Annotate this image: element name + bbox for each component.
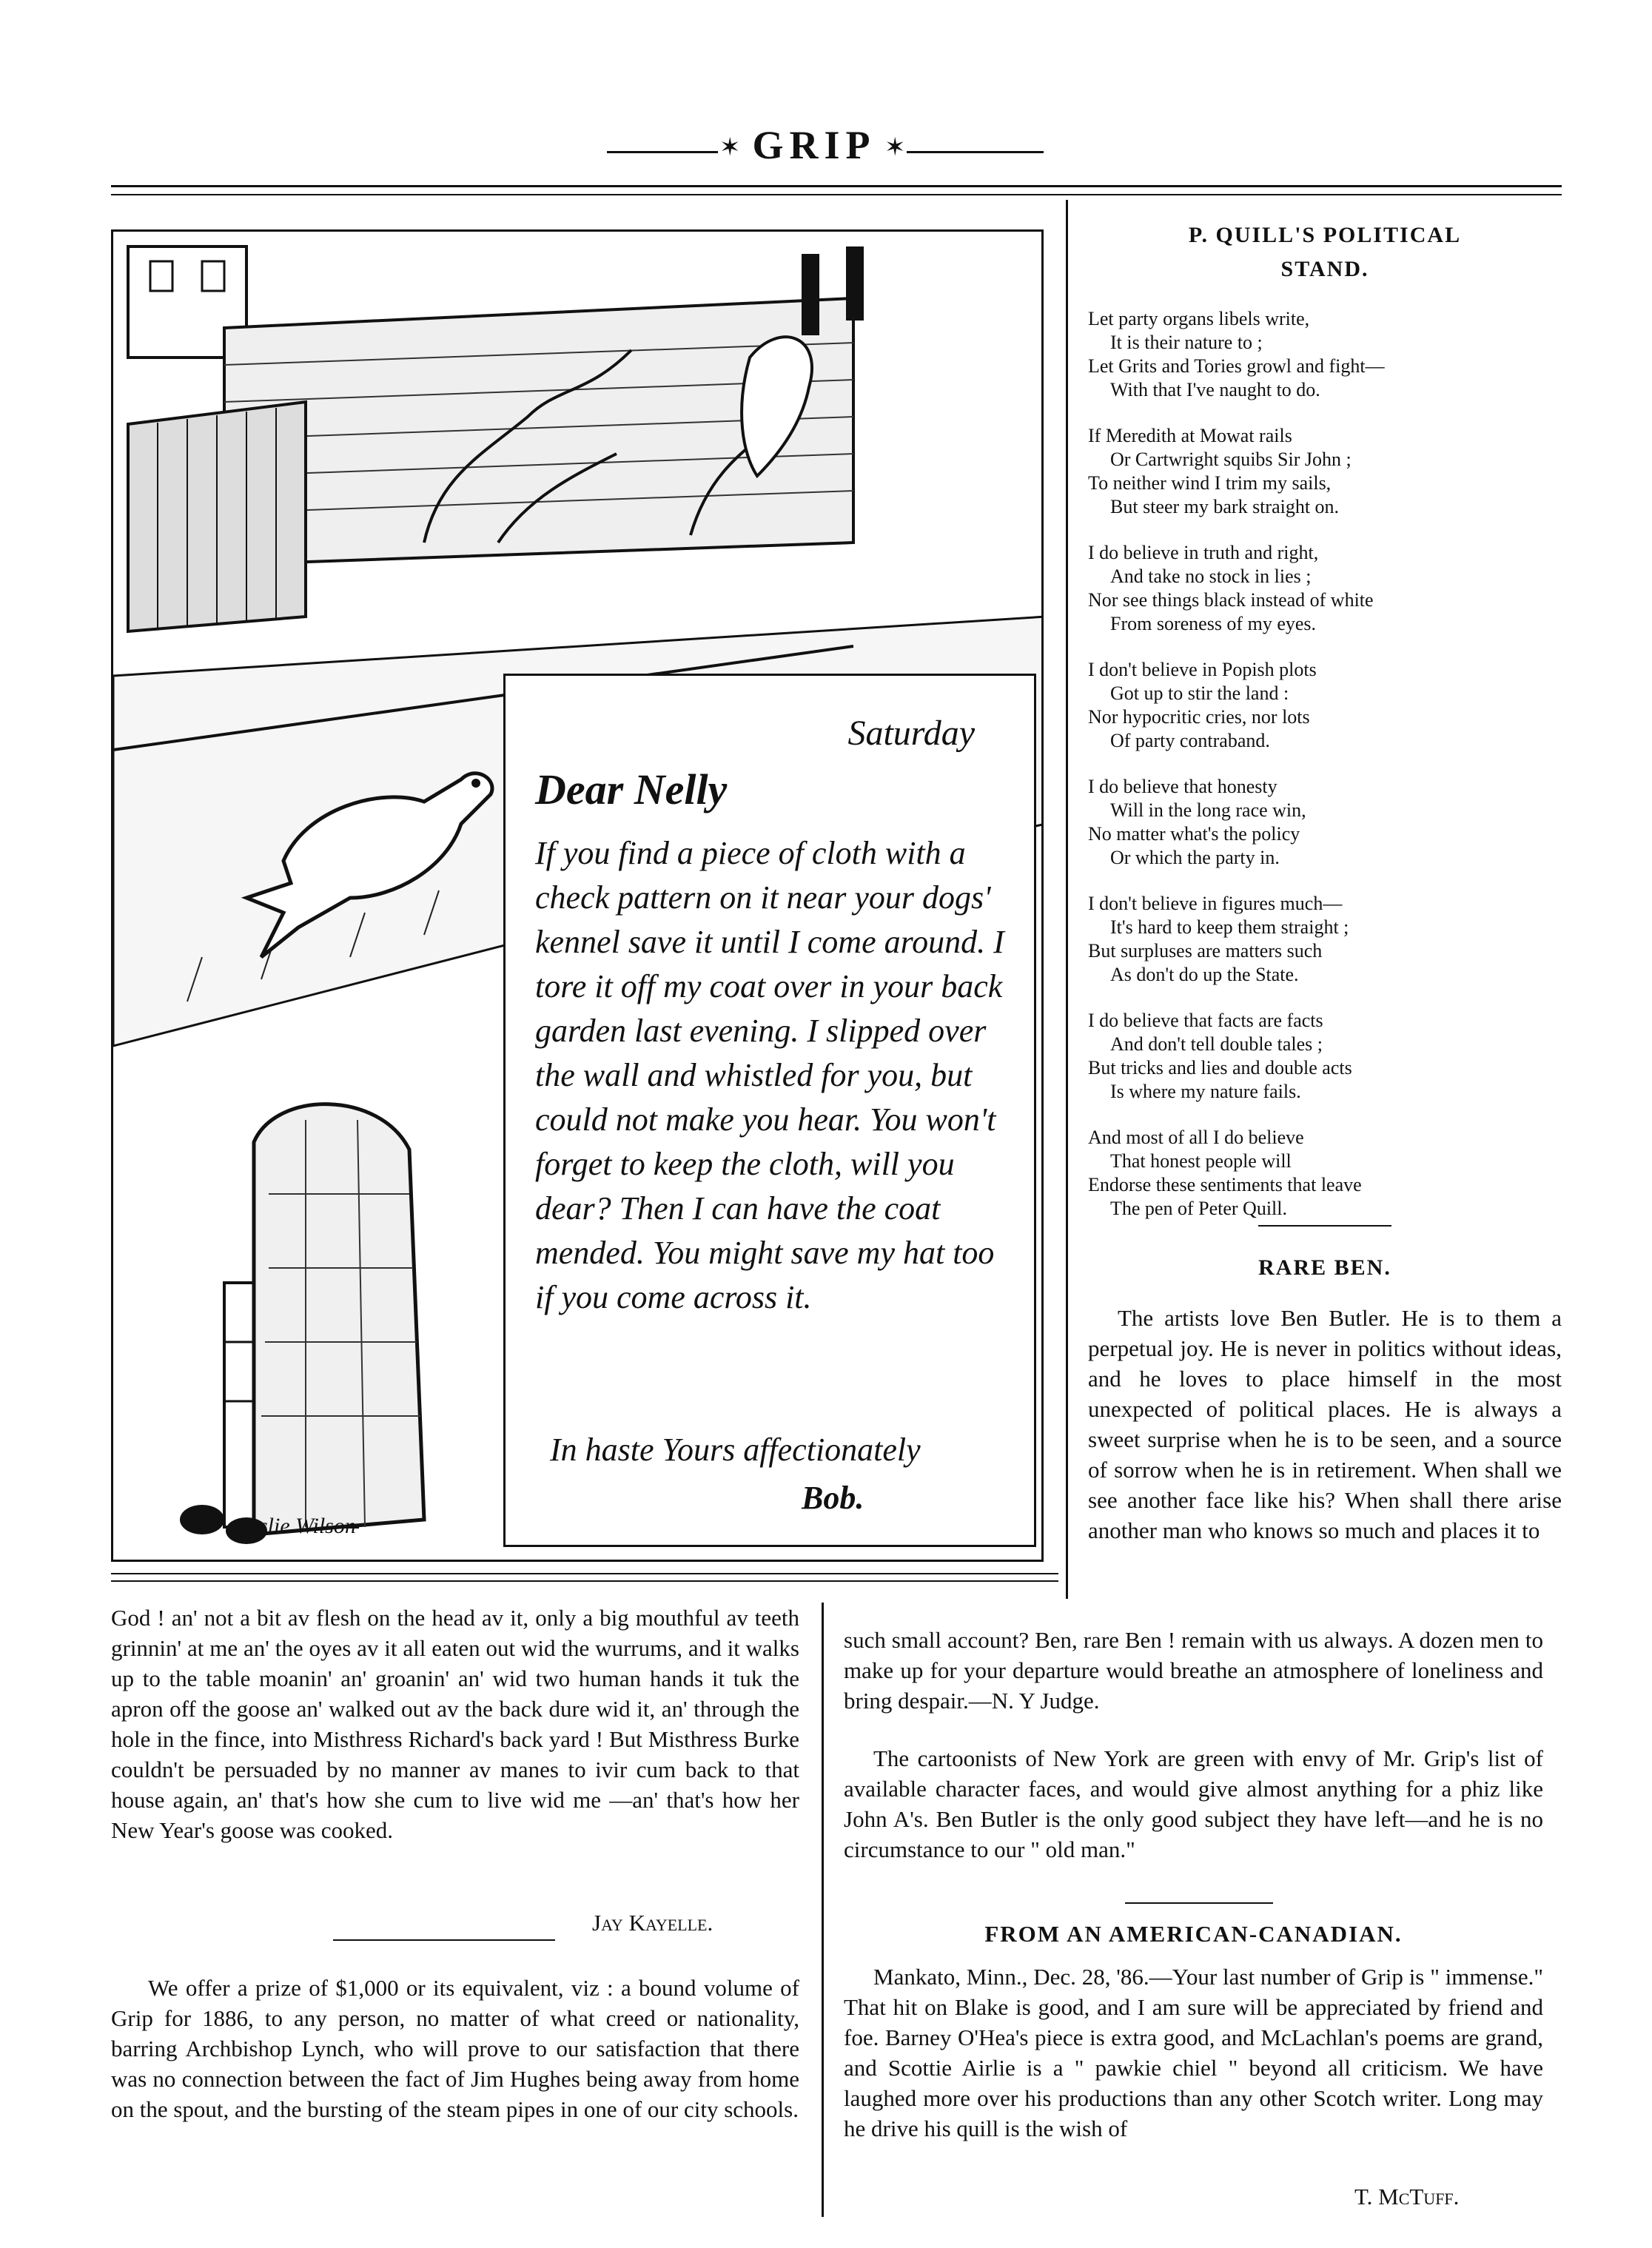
poem-line: I don't believe in Popish plots [1088,659,1317,680]
poem-line: Of party contraband. [1110,730,1270,751]
poem-line: Will in the long race win, [1110,799,1306,821]
poem-line: I do believe that facts are facts [1088,1010,1323,1031]
poem-line: But surpluses are matters such [1088,940,1323,962]
masthead-star-right-icon: ✶ [884,132,906,162]
poem-title-line2: STAND. [1280,257,1369,281]
poem-line: If Meredith at Mowat rails [1088,425,1292,446]
poem-stanza [1088,775,1562,870]
ben-continued-text: such small account? Ben, rare Ben ! remain with us always. A dozen men to make up for your departure would breathe an atmosphere of loneliness and bring despair.—N. Y Judge. [844,1627,1543,1714]
poem-line: It's hard to keep them straight ; [1110,916,1349,938]
poem-line: No matter what's the policy [1088,823,1300,845]
poem-body [1088,307,1562,1243]
masthead-rule-right [907,151,1044,153]
artist-signature: Leslie Wilson [237,1514,356,1538]
american-author: T. McTuff. [1354,2184,1460,2210]
column-divider-upper [1066,200,1068,1599]
poem-line: From soreness of my eyes. [1110,613,1317,634]
header-rule-bottom [111,194,1562,195]
story-text: God ! an' not a bit av flesh on the head av it, only a big mouthful av teeth grinnin' at me an' the oyes av it all eaten out wid the wurrums, and it walks up to the table moanin' an' groanin' an' wid two human hands it tuk the apron off the goose an' walked out av the back dure wid it, an' through the hole in the fince, into Misthress Richard's back yard ! But Misthress Burke couldn't be persuaded by no manner av manes to ivir cum back to that house again, an' that's how she cum to live wid me —an' that's how her New Year's goose was cooked. [111,1605,799,1843]
letter-closing: In haste Yours affectionately [550,1432,921,1468]
cartoonists-text: The cartoonists of New York are green with envy of Mr. Grip's list of available character faces, and would give almost anything for a phiz like John A's. Ben Butler is the only good subject they have left—and he is no circumstance to our " old man." [844,1745,1543,1862]
masthead-rule-left [607,151,718,153]
poem-stanza [1088,307,1562,402]
poem-line: Let Grits and Tories growl and fight— [1088,355,1385,377]
letter-day: Saturday [847,714,975,753]
poem-line: Endorse these sentiments that leave [1088,1174,1362,1195]
rare-ben-text: The artists love Ben Butler. He is to them a perpetual joy. He is never in politics without ideas, and he loves to place himself in the most unexpected of political places. He is always a sweet surprise when he is to be seen, and a source of sorrow when he is in retirement. When shall we see another face like his? When shall there arise another man who knows so much and places it to [1088,1305,1562,1543]
poem-stanza [1088,541,1562,636]
poem-line: It is their nature to ; [1110,332,1263,353]
poem-line: Nor hypocritic cries, nor lots [1088,706,1310,728]
poem-line: Or which the party in. [1110,847,1280,868]
poem-line: Or Cartwright squibs Sir John ; [1110,449,1352,470]
american-title: FROM AN AMERICAN-CANADIAN. [984,1921,1403,1947]
poem-title-line1: P. QUILL'S POLITICAL [1188,223,1462,247]
masthead [0,122,1652,181]
poem-line: I do believe that honesty [1088,776,1277,797]
poem-stanza [1088,892,1562,987]
poem-line: Is where my nature fails. [1110,1081,1301,1102]
column-divider-lower [822,1603,824,2217]
masthead-star-left-icon: ✶ [719,132,741,162]
section-rule [1258,1225,1391,1227]
masthead-title: GRIP [752,123,876,167]
letter-salutation: Dear Nelly [535,765,728,813]
poem-line: And take no stock in lies ; [1110,566,1312,587]
poem-line: But steer my bark straight on. [1110,496,1340,517]
prize-text: We offer a prize of $1,000 or its equivalent, viz : a bound volume of Grip for 1886, to any person, no matter of what creed or nationality, barring Archbishop Lynch, who will prove to our satisfaction that there was no connection between the fact of Jim Hughes being away from home on the spout, and the bursting of the steam pipes in one of our city schools. [111,1975,799,2122]
poem-section [1088,218,1562,286]
poem-line: Let party organs libels write, [1088,308,1310,329]
poem-line: As don't do up the State. [1110,964,1299,985]
letter-panel [503,674,1036,1547]
poem-stanza [1088,424,1562,519]
poem-line: I do believe in truth and right, [1088,542,1319,563]
letter-signature: Bob. [802,1480,864,1516]
letter-body: If you find a piece of cloth with a check pattern on it near your dogs' kennel save it until I come around. I tore it off my coat over in your back garden last evening. I slipped over the wall and whistled for you, but could not make you hear. You won't forget to keep the cloth, will you dear? Then I can have the coat mended. You might save my hat too if you come across it. [535,835,1004,1315]
poem-line: With that I've naught to do. [1110,379,1320,400]
poem-line: That honest people will [1110,1150,1292,1172]
header-rule-top [111,185,1562,187]
poem-line: Got up to stir the land : [1110,682,1289,704]
poem-line: To neither wind I trim my sails, [1088,472,1332,494]
poem-stanza [1088,1126,1562,1221]
poem-line: I don't believe in figures much— [1088,893,1343,914]
poem-line: And don't tell double tales ; [1110,1033,1323,1055]
poem-stanza [1088,658,1562,753]
section-rule [1125,1902,1273,1904]
poem-line: But tricks and lies and double acts [1088,1057,1352,1078]
lower-rule-top [111,1573,1058,1574]
poem-stanza [1088,1009,1562,1104]
poem-line: Nor see things black instead of white [1088,589,1374,611]
section-rule [333,1939,555,1941]
poem-line: And most of all I do believe [1088,1127,1304,1148]
lower-rule-bottom [111,1580,1058,1582]
american-text: Mankato, Minn., Dec. 28, '86.—Your last number of Grip is " immense." That hit on Blake is good, and I am sure will be appreciated by friend and foe. Barney O'Hea's piece is extra good, and McLachlan's poems are grand, and Scottie Airlie is a " pawkie chiel " beyond all criticism. We have laughed more over his productions than any other Scotch writer. Long may he drive his quill is the wish of [844,1964,1543,2141]
rare-ben-title: RARE BEN. [1258,1255,1391,1280]
poem-line: The pen of Peter Quill. [1110,1198,1287,1219]
story-author: Jay Kayelle. [592,1910,713,1936]
